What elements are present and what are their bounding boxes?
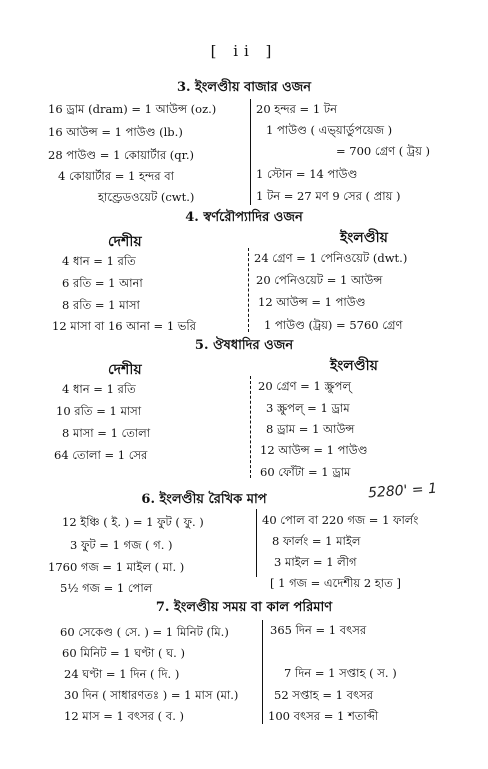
s4-right-line: 12 আউন্স = 1 পাউণ্ড: [258, 295, 366, 309]
s4-right-line: 24 গ্রেণ = 1 পেনিওয়েট (dwt.): [254, 251, 408, 265]
s3-column-divider: [250, 99, 251, 205]
s4-right-line: 20 পেনিওয়েট = 1 আউন্স: [256, 273, 383, 287]
s4-left-line: 12 মাসা বা 16 আনা = 1 ভরি: [52, 319, 196, 333]
s7-left-line: 30 দিন ( সাধারণতঃ ) = 1 মাস (মা.): [64, 688, 239, 702]
s6-right-line: [ 1 গজ = এদেশীয় 2 হাত ]: [270, 576, 401, 590]
s7-right-line: 7 দিন = 1 সপ্তাহ ( স. ): [284, 666, 397, 680]
s4-right-line: 1 পাউণ্ড (ট্রয়) = 5760 গ্রেণ: [264, 318, 403, 332]
s3-right-line: 1 স্টোন = 14 পাউণ্ড: [256, 167, 358, 181]
s6-right-line: 40 পোল বা 220 গজ = 1 ফার্লং: [262, 513, 419, 527]
s7-left-line: 24 ঘণ্টা = 1 দিন ( দি. ): [64, 667, 180, 681]
s7-left-line: 60 সেকেণ্ড ( সে. ) = 1 মিনিট (মি.): [60, 625, 229, 639]
s6-left-line: 12 ইঞ্চি ( ই. ) = 1 ফুট ( ফু. ): [62, 515, 204, 529]
section-3-title: 3. ইংলণ্ডীয় বাজার ওজন: [176, 80, 312, 95]
s6-left-line: 3 ফুট = 1 গজ ( গ. ): [70, 538, 173, 552]
page-number: [ ii ]: [210, 42, 278, 60]
s7-right-line: 52 সপ্তাহ = 1 বৎসর: [274, 688, 374, 702]
s6-left-line: 1760 গজ = 1 মাইল ( মা. ): [48, 560, 185, 574]
section-6-title: 6. ইংলণ্ডীয় রৈখিক মাপ: [141, 492, 267, 507]
s5-left-line: 4 ধান = 1 রতি: [62, 382, 136, 396]
section-7-title: 7. ইংলণ্ডীয় সময় বা কাল পরিমাণ: [155, 600, 333, 615]
section-5-title: 5. ঔষধাদির ওজন: [194, 338, 294, 353]
s5-right-line: 8 ড্রাম = 1 আউন্স: [266, 422, 355, 436]
s3-right-line: 1 পাউণ্ড ( এভ্‌য়ার্ডুপয়েজ ): [266, 123, 393, 137]
s7-column-divider: [262, 620, 263, 724]
s5-column-divider: [250, 376, 251, 478]
s3-right-line: = 700 গ্রেণ ( ট্রয় ): [336, 144, 431, 158]
s7-right-line: 100 বৎসর = 1 শতাব্দী: [268, 709, 379, 723]
s4-left-line: 8 রতি = 1 মাসা: [62, 298, 140, 312]
s4-left-line: 4 ধান = 1 রতি: [62, 254, 136, 268]
s6-column-divider: [256, 509, 257, 577]
s5-left-line: 64 তোলা = 1 সের: [54, 448, 148, 462]
section-4-title: 4. স্বর্ণরৌপ্যাদির ওজন: [185, 210, 303, 225]
s5-right-line: 12 আউন্স = 1 পাউণ্ড: [260, 443, 368, 457]
s5-left-heading: দেশীয়: [108, 362, 142, 378]
s3-right-line: 20 হন্দর = 1 টন: [256, 102, 337, 116]
s7-left-line: 12 মাস = 1 বৎসর ( ব. ): [64, 709, 184, 723]
s4-column-divider: [248, 248, 249, 332]
s5-right-line: 60 ফোঁটা = 1 ড্রাম: [260, 465, 351, 479]
s3-left-line: 16 ড্রাম (dram) = 1 আউন্স (oz.): [48, 102, 217, 116]
s4-left-line: 6 রতি = 1 আনা: [62, 276, 143, 290]
s6-left-line: 5½ গজ = 1 পোল: [60, 581, 153, 595]
s3-left-line: 16 আউন্স = 1 পাউণ্ড (lb.): [48, 125, 183, 139]
s5-right-line: 20 গ্রেণ = 1 স্ক্রুপল্‌: [258, 379, 352, 393]
s4-left-heading: দেশীয়: [108, 234, 142, 250]
s7-right-line: 365 দিন = 1 বৎসর: [270, 623, 367, 637]
s3-left-line: 28 পাউণ্ড = 1 কোয়ার্টার (qr.): [48, 148, 195, 162]
s5-right-line: 3 স্ক্রুপল্‌ = 1 ড্রাম: [266, 401, 350, 415]
s5-left-line: 10 রতি = 1 মাসা: [56, 404, 142, 418]
s3-left-line: 4 কোয়ার্টার = 1 হন্দর বা: [58, 169, 174, 183]
handwritten-note: 5280' = 1: [367, 480, 438, 502]
s6-right-line: 8 ফার্লং = 1 মাইল: [272, 534, 361, 548]
s6-right-line: 3 মাইল = 1 লীগ: [274, 555, 357, 569]
s3-right-line: 1 টন = 27 মণ 9 সের ( প্রায় ): [256, 189, 401, 203]
s7-left-line: 60 মিনিট = 1 ঘণ্টা ( ঘ. ): [62, 646, 185, 660]
s4-right-heading: ইংলণ্ডীয়: [340, 230, 388, 246]
s5-right-heading: ইংলণ্ডীয়: [330, 358, 378, 374]
s5-left-line: 8 মাসা = 1 তোলা: [62, 426, 151, 440]
s3-left-line: হাণ্ড্রেডওয়েট (cwt.): [98, 190, 195, 204]
